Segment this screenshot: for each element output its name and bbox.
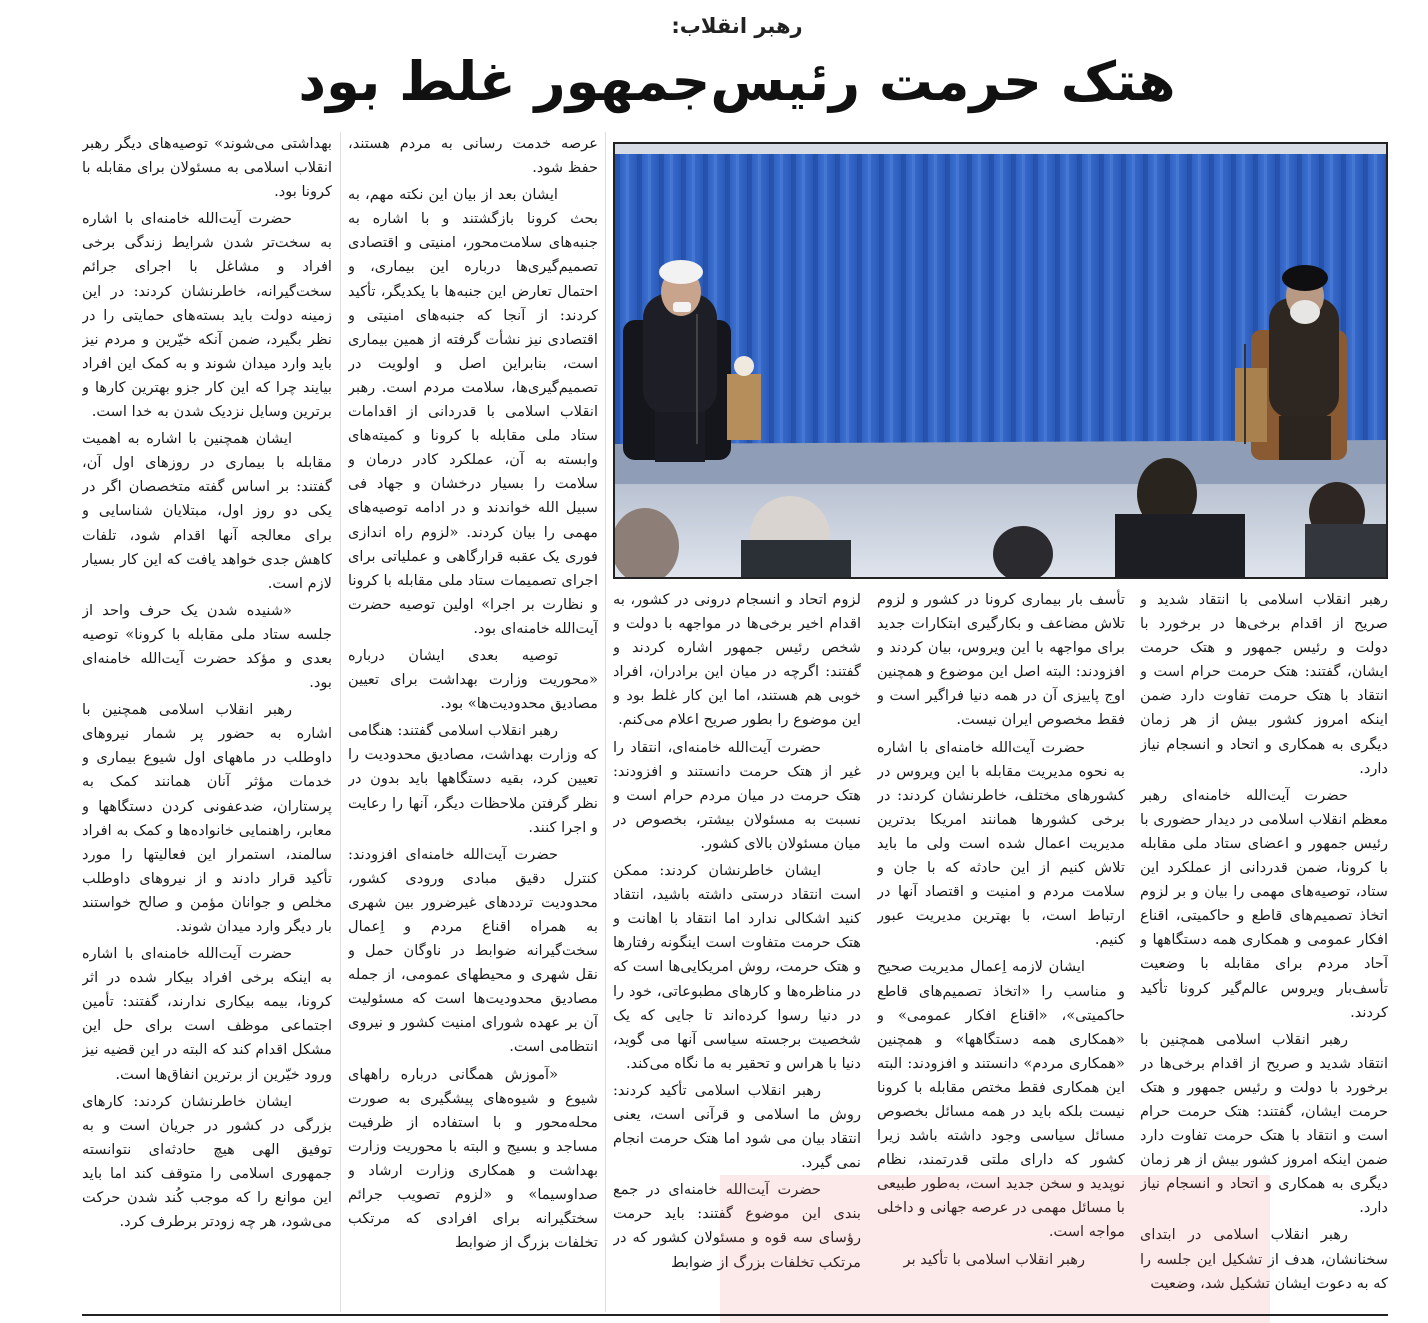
- paragraph: ایشان لازمه اِعمال مدیریت صحیح و مناسب را «اتخاذ تصمیم‌های قاطع حاکمیتی»، «اقناع افکار عمومی» و «همکاری همه دستگاهها» و همچنین «همکاری مردم» دانستند و افزودند: البته این همکاری فقط مختص مقابله با کرونا نیست بلکه باید در همه مسائل بخصوص مسائل سیاسی وجود داشته باشد زیرا کشور که دارای ملتی قدرتمند، نظام نوپدید و سخن جدید است، به‌طور طبیعی با مسائل مهمی در عرصه جهانی و داخلی مواجه است.: [877, 958, 1125, 1241]
- paragraph: حضرت آیت‌الله خامنه‌ای، انتقاد را غیر از هتک حرمت دانستند و افزودند: هتک حرمت در میان مردم حرام است و نسبت به مسئولان بیشتر، بخصوص در میان مسئولان بالای کشور.: [613, 738, 861, 852]
- article-column-mid-right: [877, 588, 1125, 1312]
- paragraph: حضرت آیت‌الله خامنه‌ای رهبر معظم انقلاب اسلامی در دیدار حضوری با رئیس جمهور و اعضای ستاد ملی مقابله با کرونا، ضمن قدردانی از عملکرد این ستاد، توصیه‌های مهمی را بیان و بر لزوم اتخاذ تصمیم‌های قاطع و حاکمیتی، اقناع افکار عمومی و همکاری همه دستگاهها و آحاد مردم برای مقابله با وضعیت تأسف‌بار ویروس عالم‌گیر کرونا تأکید کردند.: [1140, 786, 1388, 1021]
- column-rule: [340, 132, 341, 1312]
- paragraph: تأسف بار بیماری کرونا در کشور و لزوم تلاش مضاعف و بکارگیری ابتکارات جدید برای مواجهه با این ویروس، بیان کردند و افزودند: البته اصل این موضوع و همچنین اوج پاییزی آن در همه دنیا فراگیر است و فقط مخصوص ایران نیست.: [877, 591, 1125, 729]
- column-rule: [605, 132, 606, 1312]
- paragraph: حضرت آیت‌الله خامنه‌ای در جمع بندی این موضوع گفتند: باید حرمت رؤسای سه قوه و مسئولان کشور که در مرتکب تخلفات بزرگ از ضوابط: [613, 1181, 861, 1271]
- headline: هتک حرمت رئیس‌جمهور غلط بود: [298, 50, 1176, 113]
- paragraph: توصیه بعدی ایشان درباره «محوریت وزارت بهداشت برای تعیین مصادیق محدودیت‌ها» بود.: [348, 646, 598, 713]
- paragraph: رهبر انقلاب اسلامی با انتقاد شدید و صریح از اقدام برخی‌ها در برخورد با دولت و رئیس جمهور و هتک حرمت ایشان، گفتند: هتک حرمت حرام است و انتقاد با هتک حرمت تفاوت دارد ضمن اینکه امروز کشور بیش از هر زمان دیگری به همکاری و اتحاد و انسجام نیاز دارد.: [1140, 591, 1388, 777]
- paragraph: حضرت آیت‌الله خامنه‌ای با اشاره به نحوه مدیریت مقابله با این ویروس در کشورهای مختلف، خاطرنشان کردند: در برخی کشورها همانند امریکا بدترین مدیریت اعمال شده است ولی ما باید تلاش کنیم از این حادثه که با جان و سلامت مردم و امنیت و اقتصاد آنها در ارتباط است، با بهترین مدیریت عبور کنیم.: [877, 738, 1125, 949]
- article-column-mid-left: [613, 588, 861, 1312]
- paragraph: ایشان خاطرنشان کردند: ممکن است انتقاد درستی داشته باشید، انتقاد کنید اشکالی ندارد اما انتقاد با اهانت و هتک حرمت متفاوت است اینگونه رفتارها و هتک حرمت، روش امریکایی‌ها است که در مناظره‌ها و کارهای مطبوعاتی، خود را در دنیا رسوا کرده‌اند تا جایی که یک شخصیت برجسته سیاسی آنها می گوید، دنیا با هراس و تحقیر به ما نگاه می‌کند.: [613, 862, 861, 1072]
- paragraph: لزوم اتحاد و انسجام درونی در کشور، به اقدام اخیر برخی‌ها در مواجهه با دولت و شخص رئیس جمهور اشاره کردند و گفتند: اگرچه در میان این برادران، افراد خوبی هم هستند، اما این کار غلط بود و این موضوع را بطور صریح اعلام می‌کنم.: [613, 591, 861, 729]
- paragraph: عرصه خدمت رسانی به مردم هستند، حفظ شود.: [348, 135, 598, 177]
- photo-illustration: [615, 144, 1386, 577]
- article-column-2: [348, 132, 598, 1312]
- paragraph: رهبر انقلاب اسلامی در ابتدای سخنانشان، هدف از تشکیل این جلسه را که به دعوت ایشان تشکیل شد، وضعیت: [1140, 1226, 1388, 1292]
- paragraph: «آموزش همگانی درباره راههای شیوع و شیوه‌های پیشگیری به صورت محله‌محور و با استفاده از ظرفیت مساجد و بسیج و البته با محوریت وزارت بهداشت و همکاری وزارت ارشاد و صداوسیما» و «لزوم تصویب جرائم سختگیرانه برای افرادی که مرتکب تخلفات بزرگ از ضوابط: [348, 1065, 598, 1252]
- paragraph: ایشان همچنین با اشاره به اهمیت مقابله با بیماری در روزهای اول آن، گفتند: بر اساس گفته متخصصان اگر در یکی دو روز اول، مبتلایان شناسایی و برای معالجه آنها اقدام شود، تلفات کاهش جدی خواهد یافت که این کار بسیار لازم است.: [82, 430, 332, 592]
- paragraph: ایشان بعد از بیان این نکته مهم، به بحث کرونا بازگشتند و با اشاره به جنبه‌های سلامت‌محور، امنیتی و اقتصادی تصمیم‌گیری‌ها درباره این بیماری، و احتمال تعارض این جنبه‌ها با یکدیگر، تأکید کردند: از آنجا که جنبه‌های امنیتی و اقتصادی نیز نشأت گرفته از همین بیماری است، بنابراین اصل و اولویت در تصمیم‌گیری‌ها، سلامت مردم است. رهبر انقلاب اسلامی با قدردانی از اقدامات ستاد ملی مقابله با کرونا و کمیته‌های وابسته به آن، عملکرد کادر درمان و سلامت را بسیار درخشان و جهاد فی سبیل الله خواندند و در ادامه توصیه‌های مهمی را بیان کردند. «لزوم راه اندازی فوری یک عقبه قرارگاهی و عملیاتی برای اجرای تصمیمات ستاد ملی مقابله با کرونا و نظارت بر اجرا» اولین توصیه حضرت آیت‌الله خامنه‌ای بود.: [348, 186, 598, 637]
- article-column-far-right: [1140, 588, 1388, 1312]
- paragraph: حضرت آیت‌الله خامنه‌ای با اشاره به سخت‌تر شدن شرایط زندگی برخی افراد و مشاغل با اجرای جرائم سخت‌گیرانه، خاطرنشان کردند: در این زمینه دولت باید بسته‌های حمایتی را در نظر بگیرد، ضمن آنکه خیّرین و مردم نیز باید وارد میدان شوند و به کمک این افراد بیایند چرا که این کار جزو بهترین کارها و برترین وسایل نزدیک شدن به خدا است.: [82, 210, 332, 421]
- ceiling: [615, 144, 1386, 154]
- paragraph: ایشان خاطرنشان کردند: کارهای بزرگی در کشور در جریان است و به توفیق الهی هیچ حادثه‌ای نتوانسته جمهوری اسلامی را متوقف کند اما باید این موانع را که موجب کُند شدن حرکت می‌شود، هر چه زودتر برطرف کرد.: [82, 1092, 332, 1231]
- kicker: رهبر انقلاب:: [671, 14, 803, 38]
- paragraph: رهبر انقلاب اسلامی تأکید کردند: روش ما اسلامی و قرآنی است، یعنی انتقاد بیان می شود اما هتک حرمت انجام نمی گیرد.: [613, 1081, 861, 1172]
- paragraph: حضرت آیت‌الله خامنه‌ای با اشاره به اینکه برخی افراد بیکار شده در اثر کرونا، بیمه بیکاری ندارند، گفتند: تأمین اجتماعی موظف است برای حل این مشکل اقدام کند که البته در این قضیه نیز ورود خیّرین از برترین انفاق‌ها است.: [82, 945, 332, 1083]
- paragraph: رهبر انقلاب اسلامی گفتند: هنگامی که وزارت بهداشت، مصادیق محدودیت را تعیین کرد، بقیه دستگاهها باید بدون در نظر گرفتن ملاحظات دیگر، آنها را رعایت و اجرا کنند.: [348, 722, 598, 836]
- paragraph: رهبر انقلاب اسلامی با تأکید بر: [903, 1250, 1085, 1268]
- paragraph: حضرت آیت‌الله خامنه‌ای افزودند: کنترل دقیق مبادی ورودی کشور، محدودیت ترددهای غیرضرور بین شهری به همراه اقناع مردم و اِعمال سخت‌گیرانه ضوابط در ناوگان حمل و نقل شهری و محیطهای عمومی، از جمله مصادیق محدودیت‌ها است که مسئولیت آن بر عهده شورای امنیت کشور و نیروی انتظامی است.: [348, 845, 598, 1056]
- paragraph: رهبر انقلاب اسلامی همچنین با انتقاد شدید و صریح از اقدام برخی‌ها در برخورد با دولت و رئیس جمهور و هتک حرمت ایشان، گفتند: هتک حرمت حرام است و انتقاد با هتک حرمت تفاوت دارد ضمن اینکه امروز کشور بیش از هر زمان دیگری به همکاری و اتحاد و انسجام نیاز دارد.: [1140, 1030, 1388, 1217]
- paragraph: رهبر انقلاب اسلامی همچنین با اشاره به حضور پر شمار نیروهای داوطلب در ماههای اول شیوع بیماری و خدمات مؤثر آنان همانند کمک به پرستاران، ضدعفونی کردن دستگاهها و معابر، راهنمایی خانواده‌ها و کمک به افراد سالمند، استمرار این فعالیتها را مورد تأکید قرار دادند و از نیروهای داوطلب مخلص و جوانان مؤمن و صالح خواستند بار دیگر وارد میدان شوند.: [82, 701, 332, 935]
- bottom-rule: [82, 1314, 1388, 1316]
- paragraph: «شنیده شدن یک حرف واحد از جلسه ستاد ملی مقابله با کرونا» توصیه بعدی و مؤکد حضرت آیت‌الله خامنه‌ای بود.: [82, 601, 332, 692]
- meeting-photo: [613, 142, 1388, 579]
- paragraph: بهداشتی می‌شوند» توصیه‌های دیگر رهبر انقلاب اسلامی به مسئولان برای مقابله با کرونا بود.: [82, 135, 332, 201]
- article-column-1: [82, 132, 332, 1312]
